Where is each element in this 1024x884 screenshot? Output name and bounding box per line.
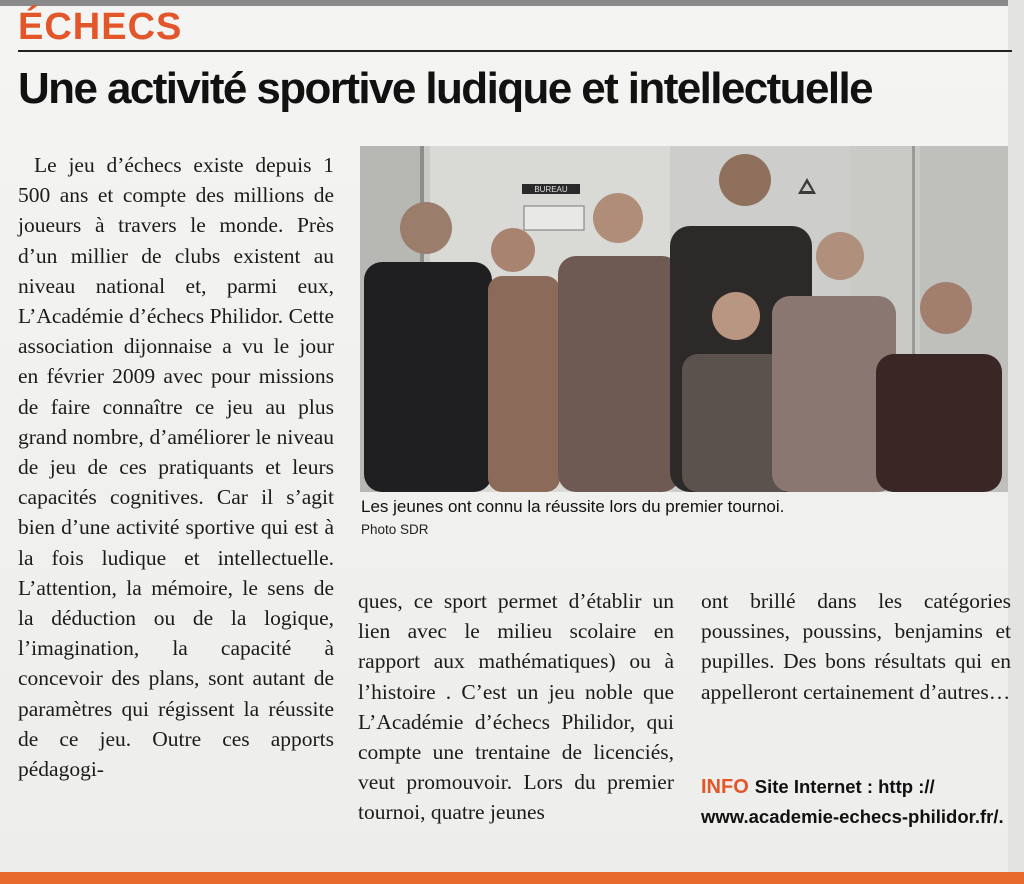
article-photo xyxy=(360,146,1008,492)
article-headline: Une activité sportive ludique et intellectuelle xyxy=(18,64,872,113)
article-column-3: ont brillé dans les catégories poussines, poussins, benjamins et pupilles. Des bons résultats qui en appelleront certainement d’autres… xyxy=(701,589,1011,704)
door-sign: BUREAU xyxy=(534,185,568,194)
article-column-2: ques, ce sport permet d’établir un lien avec le milieu scolaire en rapport aux mathématiques) ou à l’histoire . C’est un jeu noble que L’Académie d’échecs Philidor, qui compte une trentaine de licenciés, veut promouvoir. Lors du premier tournoi, quatre jeunes xyxy=(358,589,674,825)
photo-caption: Les jeunes ont connu la réussite lors du premier tournoi. xyxy=(361,497,785,516)
info-tag: INFO xyxy=(701,776,749,798)
article-column-1: Le jeu d’échecs existe depuis 1 500 ans et compte des millions de joueurs à travers le monde. Près d’un millier de clubs existent au niveau national et, parmi eux, L’Académie d’échecs Philidor. Cette association dijonnaise a vu le jour en février 2009 avec pour missions de faire connaître ce jeu au plus grand nombre, d’améliorer le niveau de jeu de ces pratiquants et leurs capacités cognitives. Car il s’agit bien d’une activité sportive qui est à la fois ludique et intellectuelle. L’attention, la mémoire, le sens de la déduction ou de la logique, l’imagination, la capacité à concevoir des plans, sont autant de paramètres qui régissent la réussite de ce jeu. Outre ces apports pédagogi- xyxy=(18,153,334,782)
photo-illustration xyxy=(360,146,1008,492)
info-text: Site Internet : http :// www.academie-echecs-philidor.fr/. xyxy=(701,776,1004,827)
section-rule xyxy=(18,50,1012,52)
bottom-bar xyxy=(0,872,1024,884)
info-box xyxy=(701,772,1011,832)
section-label: ÉCHECS xyxy=(18,6,183,48)
adjacent-page-bleed xyxy=(1008,0,1024,884)
photo-credit: Photo SDR xyxy=(361,522,429,537)
